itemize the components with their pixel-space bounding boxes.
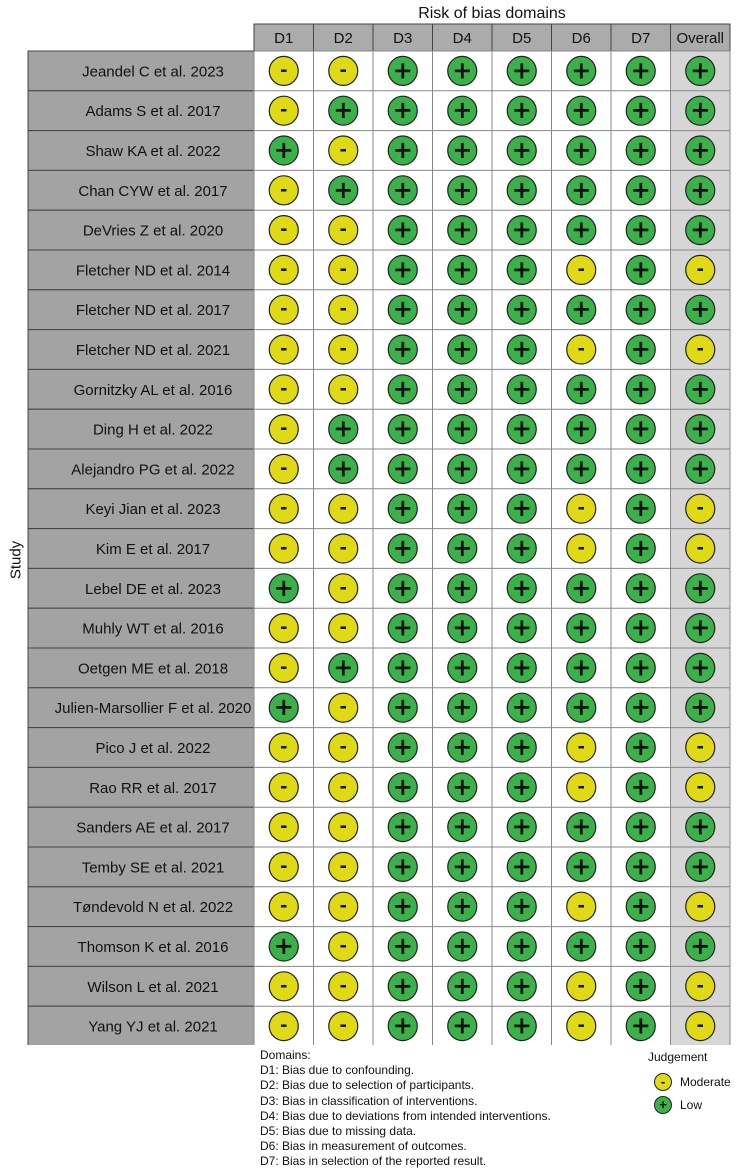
judgement-symbol: - — [280, 617, 288, 639]
judgement-symbol: - — [280, 855, 288, 877]
judgement-symbol: + — [511, 534, 532, 562]
judgement-symbol: + — [392, 932, 413, 960]
judgement-symbol: + — [630, 175, 651, 204]
judgement-symbol: + — [511, 295, 532, 324]
judgement-symbol: + — [392, 136, 413, 164]
judgement-symbol: + — [571, 175, 592, 204]
judgement-symbol: - — [696, 497, 704, 519]
study-label: Wilson L et al. 2021 — [87, 978, 219, 996]
judgement-symbol: - — [339, 219, 347, 241]
y-axis-label: Study — [7, 540, 25, 580]
judgement-symbol: + — [511, 374, 532, 403]
study-label: Chan CYW et al. 2017 — [78, 182, 228, 200]
judgement-symbol: - — [339, 59, 347, 81]
judgement-symbol: + — [333, 96, 354, 125]
judgement-symbol: + — [630, 932, 651, 960]
judgement-symbol: - — [339, 378, 347, 400]
judgement-symbol: - — [577, 338, 585, 360]
judgement-symbol: + — [511, 1011, 532, 1040]
judgement-symbol: + — [392, 812, 413, 841]
judgement-symbol: + — [511, 932, 532, 960]
judgement-symbol: - — [280, 99, 288, 121]
domain-d3-desc: D3: Bias in classification of interventions. — [260, 1093, 478, 1108]
domain-d4-desc: D4: Bias due to deviations from intended interventions. — [260, 1108, 551, 1123]
study-label: Jeandel C et al. 2023 — [82, 63, 224, 81]
judgement-symbol: + — [571, 454, 592, 483]
judgement-symbol: + — [511, 573, 532, 602]
judgement-symbol: + — [452, 653, 473, 682]
judgement-symbol: + — [392, 454, 413, 483]
judgement-symbol: + — [452, 573, 473, 602]
judgement-symbol: + — [452, 892, 473, 921]
study-label: Pico J et al. 2022 — [95, 740, 211, 757]
judgement-symbol: + — [452, 1011, 473, 1040]
header-label-d5: D5 — [512, 30, 532, 47]
judgement-symbol: + — [392, 255, 413, 284]
study-label: Fletcher ND et al. 2014 — [75, 262, 231, 280]
judgement-symbol: + — [452, 494, 473, 523]
judgement-symbol: + — [690, 693, 711, 722]
judgement-symbol: - — [339, 696, 347, 718]
judgement-symbol: + — [511, 971, 532, 1000]
judgement-symbol: + — [392, 892, 413, 921]
judgement-symbol: + — [452, 136, 473, 164]
judgement-symbol: + — [571, 613, 592, 642]
judgement-symbol: - — [280, 537, 288, 559]
study-label: Rao RR et al. 2017 — [89, 779, 217, 797]
judgement-symbol: + — [452, 971, 473, 1000]
judgement-symbol: - — [280, 736, 288, 758]
judgement-symbol: + — [630, 852, 651, 881]
judgement-symbol: + — [511, 693, 532, 722]
judgement-symbol: + — [511, 613, 532, 642]
judgement-symbol: - — [280, 457, 288, 479]
judgement-symbol: - — [280, 258, 288, 280]
judgement-symbol: + — [333, 175, 354, 204]
judgement-symbol: + — [571, 812, 592, 841]
study-label: Muhly WT et al. 2016 — [82, 620, 224, 638]
judgement-symbol: - — [339, 816, 347, 838]
judgement-symbol: + — [630, 295, 651, 324]
judgement-symbol: + — [511, 772, 532, 801]
judgement-symbol: + — [630, 573, 651, 602]
judgement-symbol: - — [577, 895, 585, 917]
study-label: Ding H et al. 2022 — [92, 421, 214, 439]
judgement-symbol: + — [392, 374, 413, 403]
header-label-d6: D6 — [571, 30, 591, 47]
judgement-symbol: + — [630, 56, 651, 85]
judgement-symbol: - — [696, 736, 704, 758]
judgement-symbol: + — [273, 136, 294, 164]
judgement-symbol: - — [577, 975, 585, 997]
judgement-symbol: - — [280, 298, 288, 320]
low-symbol-icon: + — [654, 1096, 672, 1114]
judgement-symbol: + — [452, 295, 473, 324]
judgement-symbol: + — [511, 175, 532, 204]
judgement-symbol: + — [511, 733, 532, 761]
judgement-symbol: + — [690, 215, 711, 244]
judgement-symbol: + — [392, 693, 413, 722]
study-label: Julien-Marsollier F et al. 2020 — [54, 700, 252, 718]
judgement-symbol: + — [392, 56, 413, 85]
judgement-symbol: + — [511, 96, 532, 125]
domain-d1-desc: D1: Bias due to confounding. — [260, 1063, 415, 1078]
judgement-symbol: + — [690, 295, 711, 324]
judgement-symbol: + — [630, 812, 651, 841]
judgement-symbol: + — [690, 932, 711, 960]
domain-d7-desc: D7: Bias in selection of the reported result. — [260, 1154, 487, 1169]
judgement-symbol: + — [511, 454, 532, 483]
judgement-symbol: + — [690, 96, 711, 125]
judgement-symbol: + — [511, 335, 532, 363]
judgement-symbol: - — [696, 537, 704, 559]
judgement-symbol: - — [577, 736, 585, 758]
study-label: Yang YJ et al. 2021 — [88, 1018, 218, 1036]
judgement-symbol: + — [452, 255, 473, 284]
judgement-symbol: + — [630, 374, 651, 403]
study-label: Shaw KA et al. 2022 — [85, 143, 221, 160]
judgement-symbol: + — [571, 852, 592, 881]
judgement-symbol: + — [690, 653, 711, 682]
judgement-symbol: + — [392, 494, 413, 523]
judgement-symbol: + — [630, 971, 651, 1000]
judgement-symbol: + — [571, 414, 592, 443]
judgement-symbol: - — [339, 975, 347, 997]
judgement-symbol: + — [452, 812, 473, 841]
judgement-symbol: + — [511, 494, 532, 523]
judgement-symbol: + — [452, 772, 473, 801]
judgement-symbol: + — [273, 932, 294, 960]
judgement-symbol: + — [511, 136, 532, 164]
judgement-symbol: + — [571, 96, 592, 125]
judgement-symbol: + — [392, 1011, 413, 1040]
study-label: Thomson K et al. 2016 — [77, 939, 229, 956]
judgement-symbol: + — [452, 733, 473, 761]
judgement-symbol: + — [452, 613, 473, 642]
header-label-d1: D1 — [274, 30, 294, 47]
judgement-symbol: - — [577, 1015, 585, 1037]
study-label: Gornitzky AL et al. 2016 — [73, 381, 233, 399]
judgement-symbol: - — [339, 577, 347, 599]
judgement-symbol: + — [511, 414, 532, 443]
judgement-symbol: + — [630, 613, 651, 642]
judgement-symbol: + — [392, 653, 413, 682]
judgement-symbol: + — [392, 534, 413, 562]
legend-item-moderate — [640, 1072, 735, 1092]
judgement-symbol: + — [571, 215, 592, 244]
judgement-symbol: + — [630, 733, 651, 761]
judgement-symbol: + — [571, 573, 592, 602]
judgement-symbol: + — [690, 454, 711, 483]
judgement-symbol: + — [392, 852, 413, 881]
judgement-symbol: - — [577, 537, 585, 559]
study-label: Alejandro PG et al. 2022 — [71, 461, 235, 479]
judgement-symbol: - — [339, 1015, 347, 1037]
judgement-symbol: + — [452, 96, 473, 125]
judgement-symbol: - — [339, 258, 347, 280]
judgement-symbol: - — [696, 895, 704, 917]
judgement-symbol: - — [339, 895, 347, 917]
judgement-symbol: - — [280, 179, 288, 201]
judgement-symbol: + — [571, 693, 592, 722]
judgement-symbol: - — [339, 855, 347, 877]
judgement-symbol: + — [273, 693, 294, 722]
judgement-symbol: - — [696, 776, 704, 798]
judgement-symbol: + — [392, 335, 413, 363]
judgement-symbol: - — [696, 338, 704, 360]
judgement-symbol: + — [392, 573, 413, 602]
judgement-symbol: + — [630, 772, 651, 801]
judgement-symbol: + — [392, 414, 413, 443]
study-label: Oetgen ME et al. 2018 — [77, 660, 229, 678]
judgement-symbol: + — [630, 892, 651, 921]
judgement-symbol: - — [280, 816, 288, 838]
moderate-symbol-icon: - — [654, 1073, 672, 1091]
judgement-symbol: - — [280, 418, 288, 440]
judgement-symbol: - — [280, 895, 288, 917]
chart-title: Risk of bias domains — [418, 5, 566, 22]
judgement-symbol: - — [339, 338, 347, 360]
judgement-symbol: + — [630, 454, 651, 483]
study-label: Sanders AE et al. 2017 — [76, 819, 230, 837]
study-label: Adams S et al. 2017 — [85, 103, 221, 121]
judgement-symbol: + — [690, 573, 711, 602]
judgement-symbol: - — [280, 219, 288, 241]
study-label: Lebel DE et al. 2023 — [85, 580, 221, 598]
domain-d2-desc: D2: Bias due to selection of participants. — [260, 1078, 475, 1093]
judgement-symbol: + — [630, 136, 651, 164]
judgement-symbol: + — [452, 693, 473, 722]
domains-legend — [260, 1048, 620, 1170]
judgement-symbol: - — [339, 776, 347, 798]
judgement-symbol: + — [630, 255, 651, 284]
legend-label-low: Low — [680, 1098, 703, 1112]
judgement-symbol: + — [452, 335, 473, 363]
judgement-symbol: + — [690, 414, 711, 443]
judgement-symbol: + — [690, 812, 711, 841]
judgement-symbol: + — [690, 175, 711, 204]
judgement-symbol: + — [690, 56, 711, 85]
judgement-symbol: - — [577, 258, 585, 280]
judgement-symbol: + — [452, 374, 473, 403]
header-label-d2: D2 — [333, 30, 353, 47]
header-label-d4: D4 — [452, 30, 472, 47]
judgement-symbol: - — [280, 378, 288, 400]
judgement-symbol: + — [571, 136, 592, 164]
judgement-symbol: + — [511, 852, 532, 881]
domains-legend-title: Domains: — [260, 1048, 311, 1062]
judgement-symbol: - — [339, 139, 347, 161]
study-label: Temby SE et al. 2021 — [81, 859, 225, 877]
judgement-symbol: + — [392, 295, 413, 324]
judgement-symbol: + — [452, 852, 473, 881]
judgement-symbol: - — [339, 736, 347, 758]
legend-item-low — [640, 1095, 735, 1115]
judgement-symbol: + — [630, 494, 651, 523]
judgement-symbol: + — [571, 56, 592, 85]
study-label: Keyi Jian et al. 2023 — [85, 501, 221, 519]
study-label: Fletcher ND et al. 2017 — [75, 302, 231, 320]
judgement-symbol: - — [280, 1015, 288, 1037]
judgement-symbol: + — [511, 812, 532, 841]
judgement-symbol: + — [630, 534, 651, 562]
header-label-d7: D7 — [631, 30, 651, 47]
study-label: Kim E et al. 2017 — [95, 541, 211, 558]
judgement-symbol: + — [690, 852, 711, 881]
judgement-symbol: + — [630, 653, 651, 682]
judgement-symbol: + — [452, 932, 473, 960]
header-label-d3: D3 — [393, 30, 413, 47]
judgement-symbol: + — [392, 175, 413, 204]
judgement-symbol: - — [696, 975, 704, 997]
judgement-symbol: + — [571, 653, 592, 682]
judgement-symbol: - — [280, 975, 288, 997]
judgement-symbol: + — [392, 215, 413, 244]
judgement-symbol: - — [339, 497, 347, 519]
judgement-symbol: + — [630, 1011, 651, 1040]
judgement-symbol: + — [630, 335, 651, 363]
study-label: Tøndevold N et al. 2022 — [72, 899, 234, 917]
judgement-symbol: - — [577, 776, 585, 798]
judgement-symbol: + — [392, 96, 413, 125]
header-label-overall: Overall — [676, 30, 725, 47]
judgement-symbol: + — [511, 653, 532, 682]
judgement-symbol: + — [511, 215, 532, 244]
judgement-symbol: + — [452, 215, 473, 244]
judgement-symbol: - — [339, 298, 347, 320]
judgement-symbol: + — [511, 255, 532, 284]
domain-d5-desc: D5: Bias due to missing data. — [260, 1124, 417, 1139]
judgement-symbol: + — [630, 693, 651, 722]
judgement-symbol: + — [452, 534, 473, 562]
judgement-symbol: + — [690, 613, 711, 642]
judgement-symbol: + — [333, 454, 354, 483]
judgement-symbol: + — [630, 414, 651, 443]
legend-label-moderate: Moderate — [680, 1075, 731, 1089]
judgement-symbol: - — [696, 258, 704, 280]
judgement-symbol: + — [392, 971, 413, 1000]
judgement-symbol: + — [511, 892, 532, 921]
judgement-symbol: + — [333, 653, 354, 682]
judgement-symbol: + — [273, 573, 294, 602]
judgement-symbol: + — [452, 454, 473, 483]
judgement-symbol: - — [280, 656, 288, 678]
judgement-symbol: + — [392, 733, 413, 761]
judgement-symbol: - — [280, 338, 288, 360]
judgement-symbol: - — [280, 776, 288, 798]
judgement-symbol: + — [452, 414, 473, 443]
judgement-symbol: + — [571, 932, 592, 960]
judgement-symbol: + — [392, 613, 413, 642]
judgement-symbol: - — [696, 1015, 704, 1037]
judgement-symbol: + — [690, 136, 711, 164]
domain-d6-desc: D6: Bias in measurement of outcomes. — [260, 1139, 467, 1154]
judgement-symbol: + — [511, 56, 532, 85]
judgement-symbol: - — [339, 537, 347, 559]
judgement-symbol: - — [577, 497, 585, 519]
judgement-symbol: + — [452, 175, 473, 204]
judgement-symbol: - — [280, 497, 288, 519]
judgement-symbol: + — [690, 374, 711, 403]
study-label: DeVries Z et al. 2020 — [82, 222, 224, 240]
judgement-symbol: + — [392, 772, 413, 801]
judgement-symbol: - — [339, 935, 347, 957]
judgement-symbol: + — [630, 96, 651, 125]
judgement-symbol: + — [571, 295, 592, 324]
judgement-symbol: + — [452, 56, 473, 85]
study-label: Fletcher ND et al. 2021 — [75, 342, 231, 359]
judgement-symbol: + — [571, 374, 592, 403]
judgement-symbol: - — [280, 59, 288, 81]
judgement-legend-title: Judgement — [648, 1050, 708, 1064]
judgement-symbol: + — [630, 215, 651, 244]
judgement-symbol: + — [333, 414, 354, 443]
judgement-symbol: - — [339, 617, 347, 639]
